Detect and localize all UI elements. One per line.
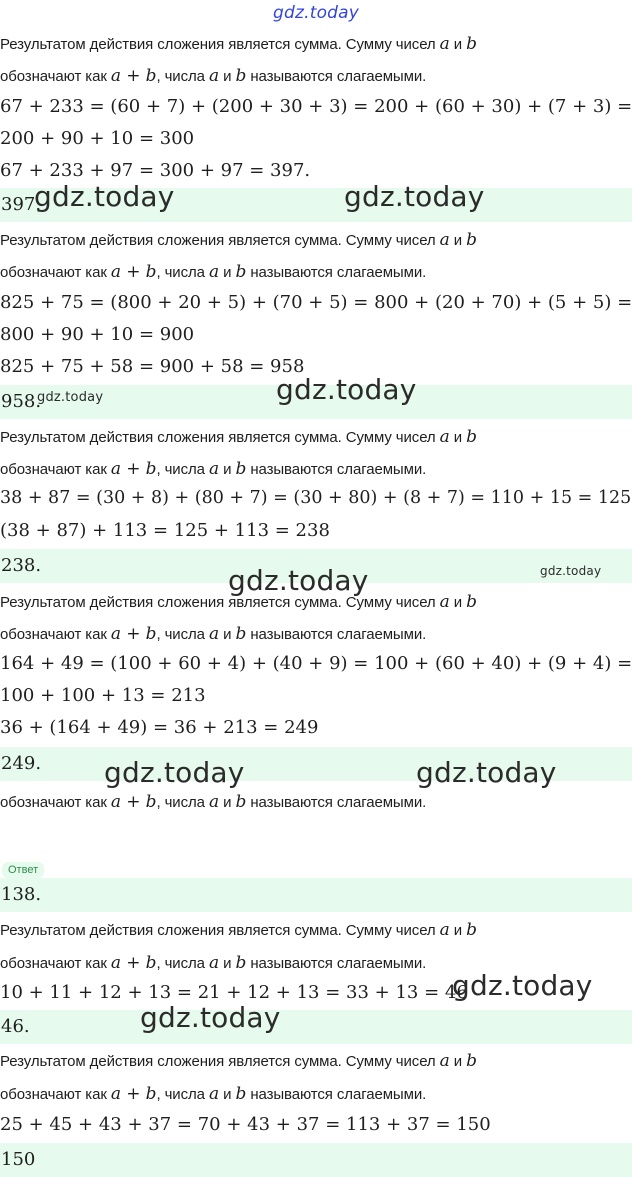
watermark: gdz.today [37,390,104,405]
intro-line-1: Результатом действия сложения является сумма. Сумму чисел a и b [0,920,477,940]
answer-value: 397. [1,194,42,215]
intro-line-2: обозначают как a + b, числа a и b называются слагаемыми. [0,262,427,282]
watermark: gdz.today [452,969,593,1002]
answer-label: Ответ [2,862,44,878]
equation-line: 200 + 90 + 10 = 300 [0,128,195,149]
watermark: gdz.today [416,756,557,789]
equation-line: 36 + (164 + 49) = 36 + 213 = 249 [0,717,319,738]
watermark: gdz.today [540,564,602,578]
answer-box [0,1143,632,1177]
answer-value: 46. [1,1016,30,1037]
watermark: gdz.today [104,756,245,789]
answer-value: 249. [1,753,42,774]
equation-line: 67 + 233 = (60 + 7) + (200 + 30 + 3) = 200 + (60 + 30) + (7 + 3) = [0,96,632,117]
equation-line: (38 + 87) + 113 = 125 + 113 = 238 [0,520,330,541]
intro-line-2: обозначают как a + b, числа a и b называются слагаемыми. [0,953,427,973]
equation-line: 100 + 100 + 13 = 213 [0,685,206,706]
intro-line-2: обозначают как a + b, числа a и b называются слагаемыми. [0,624,427,644]
equation-line: 825 + 75 + 58 = 900 + 58 = 958 [0,356,305,377]
answer-value: 238. [1,555,42,576]
equation-line: 800 + 90 + 10 = 900 [0,324,195,345]
intro-line-1: Результатом действия сложения является сумма. Сумму чисел a и b [0,427,477,447]
equation-line: 67 + 233 + 97 = 300 + 97 = 397. [0,160,311,181]
intro-line-1: Результатом действия сложения является сумма. Сумму чисел a и b [0,1051,477,1071]
watermark: gdz.today [273,3,360,23]
answer-value: 958. [1,391,42,412]
watermark: gdz.today [140,1001,281,1034]
answer-value: 138. [1,884,42,905]
intro-line-1: Результатом действия сложения является сумма. Сумму чисел a и b [0,230,477,250]
watermark: gdz.today [276,373,417,406]
equation-line: 10 + 11 + 12 + 13 = 21 + 12 + 13 = 33 + 13 = 46 [0,982,468,1003]
intro-line-2: обозначают как a + b, числа a и b называются слагаемыми. [0,792,427,812]
intro-line-1: Результатом действия сложения является сумма. Сумму чисел a и b [0,592,477,612]
intro-line-2: обозначают как a + b, числа a и b называются слагаемыми. [0,1084,427,1104]
answer-value: 150 [1,1149,36,1170]
equation-line: 164 + 49 = (100 + 60 + 4) + (40 + 9) = 100 + (60 + 40) + (9 + 4) = [0,653,632,674]
equation-line: 25 + 45 + 43 + 37 = 70 + 43 + 37 = 113 + 37 = 150 [0,1114,491,1135]
answer-box [0,878,632,912]
watermark: gdz.today [344,180,485,213]
intro-line-2: обозначают как a + b, числа a и b называются слагаемыми. [0,66,427,86]
intro-line-1: Результатом действия сложения является сумма. Сумму чисел a и b [0,34,477,54]
watermark: gdz.today [34,180,175,213]
watermark: gdz.today [228,564,369,597]
equation-line: 38 + 87 = (30 + 8) + (80 + 7) = (30 + 80) + (8 + 7) = 110 + 15 = 125 [0,488,632,508]
intro-line-2: обозначают как a + b, числа a и b называются слагаемыми. [0,459,427,479]
equation-line: 825 + 75 = (800 + 20 + 5) + (70 + 5) = 800 + (20 + 70) + (5 + 5) = [0,292,632,313]
answer-box [0,1010,632,1044]
